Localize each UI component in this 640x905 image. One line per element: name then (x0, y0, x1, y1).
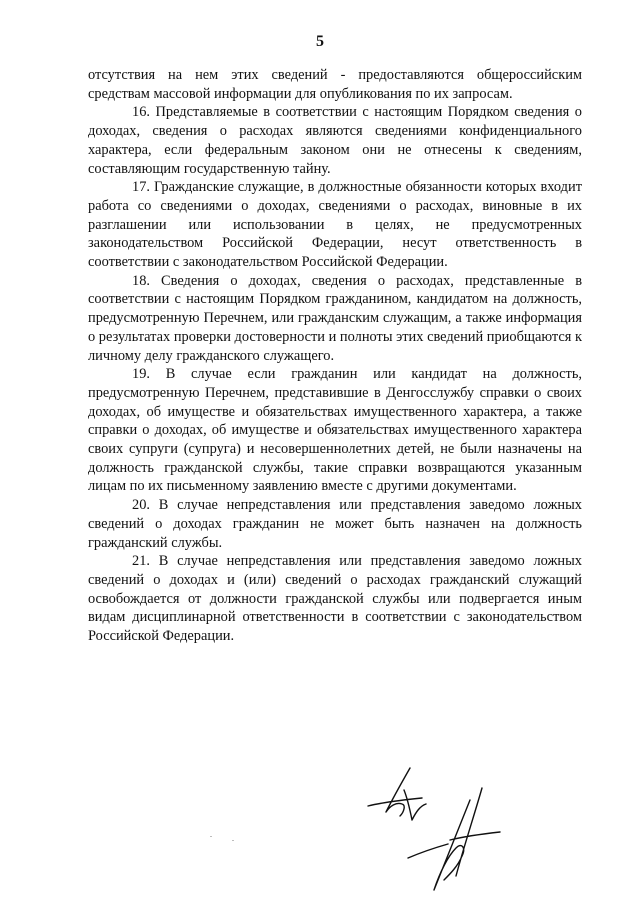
paragraph-18: 18. Сведения о доходах, сведения о расходах, представленные в соответствии с настоящим Порядком гражданином, кандидатом на должность, предусмотренную Перечнем, или гражданским служащим, а также информация о результатах проверки достоверности и полноты этих сведений приобщаются к личному делу гражданского служащего. (88, 272, 582, 364)
scan-speck (232, 840, 234, 841)
signature-initials-2 (408, 788, 500, 890)
scan-speck (210, 836, 212, 837)
paragraph-16: 16. Представляемые в соответствии с настоящим Порядком сведения о доходах, сведения о расходах являются сведениями конфиденциального характера, если федеральным законом они не отнесены к сведениям, составляющим государственную тайну. (88, 104, 582, 177)
paragraph-20: 20. В случае непредставления или представления заведомо ложных сведений о доходах гражданин не может быть назначен на должность гражданский службы. (88, 497, 582, 551)
paragraph-21: 21. В случае непредставления или представления заведомо ложных сведений о доходах и (или) сведений о расходах гражданский служащий освобождается от должности гражданской службы или подвергается иным видам дисциплинарной ответственности в соответствии с законодательством Российской Федерации. (88, 553, 582, 645)
page-number: 5 (316, 33, 324, 50)
signatures (350, 760, 550, 900)
paragraph-17: 17. Гражданские служащие, в должностные обязанности которых входит работа со сведениями о доходах, сведениями о расходах, виновные в их разглашении или использовании в целях, не предусмотренных законодательством Российской Федерации, несут ответственность в соответствии с законодательством Российской Федерации. (88, 179, 582, 271)
paragraph-continued: отсутствия на нем этих сведений - предоставляются общероссийским средствам массовой информации для опубликования по их запросам. (88, 67, 582, 102)
signature-initials-1 (368, 768, 426, 820)
signature-drawing (350, 760, 550, 900)
document-body (88, 66, 582, 646)
paragraph-19: 19. В случае если гражданин или кандидат на должность, предусмотренную Перечнем, представившие в Денгосслужбу справки о своих доходах, об имуществе и обязательствах имущественного характера, а также справки о доходах, об имуществе и обязательствах имущественного характера своих супруги (супруга) и несовершеннолетних детей, не были назначены на должность гражданской службы, такие справки возвращаются указанным лицам по их письменному заявлению вместе с другими документами. (88, 366, 582, 495)
